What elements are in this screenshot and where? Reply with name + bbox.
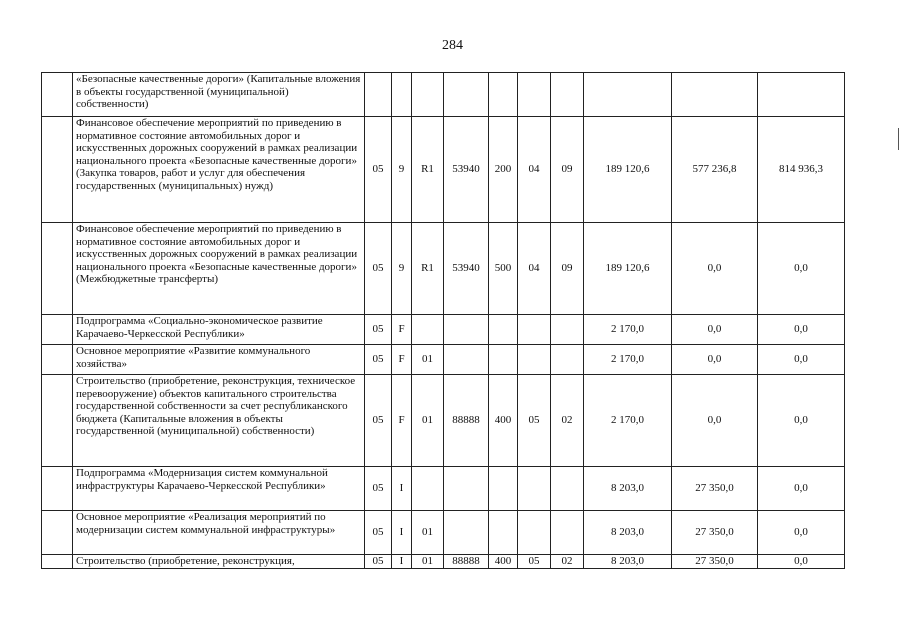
code-program: I (392, 555, 412, 569)
amount-year-2: 27 350,0 (672, 467, 758, 511)
amount-year-1: 2 170,0 (584, 315, 672, 345)
row-name: Основное мероприятие «Реализация мероприятий по модернизации систем коммунальной инфраструктуры» (73, 511, 365, 555)
code-ministry: 05 (365, 555, 392, 569)
code-direction: 88888 (444, 375, 489, 467)
amount-year-2: 0,0 (672, 315, 758, 345)
code-direction: 88888 (444, 555, 489, 569)
code-program (392, 73, 412, 117)
code-direction (444, 511, 489, 555)
code-expense-type (489, 315, 518, 345)
row-name: Финансовое обеспечение мероприятий по приведению в нормативное состояние автомобильных дорог и искусственных дорожных сооружений в рамках реализации национального проекта «Безопасные качественные дороги» (Межбюджетные трансферты) (73, 223, 365, 315)
code-ministry (365, 73, 392, 117)
code-section (518, 73, 551, 117)
code-direction (444, 315, 489, 345)
code-subprogram: 01 (412, 375, 444, 467)
amount-year-1: 189 120,6 (584, 223, 672, 315)
table-row (42, 511, 845, 555)
code-expense-type (489, 467, 518, 511)
code-subsection (551, 315, 584, 345)
code-section: 04 (518, 223, 551, 315)
amount-year-2: 577 236,8 (672, 117, 758, 223)
code-ministry: 05 (365, 117, 392, 223)
amount-year-1 (584, 73, 672, 117)
code-section (518, 315, 551, 345)
code-section: 05 (518, 555, 551, 569)
row-number-cell (42, 375, 73, 467)
code-subprogram (412, 73, 444, 117)
row-name: Строительство (приобретение, реконструкция, (73, 555, 365, 569)
code-subprogram: 01 (412, 555, 444, 569)
code-ministry: 05 (365, 223, 392, 315)
row-number-cell (42, 223, 73, 315)
amount-year-2: 0,0 (672, 345, 758, 375)
table-row (42, 223, 845, 315)
amount-year-1: 8 203,0 (584, 467, 672, 511)
amount-year-3 (758, 73, 845, 117)
code-program: I (392, 467, 412, 511)
margin-mark (898, 128, 899, 150)
amount-year-3: 0,0 (758, 345, 845, 375)
code-subsection (551, 467, 584, 511)
row-number-cell (42, 315, 73, 345)
amount-year-3: 0,0 (758, 467, 845, 511)
code-ministry: 05 (365, 375, 392, 467)
table-row (42, 73, 845, 117)
row-name: Подпрограмма «Модернизация систем коммунальной инфраструктуры Карачаево-Черкесской Республики» (73, 467, 365, 511)
code-subprogram (412, 467, 444, 511)
code-ministry: 05 (365, 467, 392, 511)
row-name: Подпрограмма «Социально-экономическое развитие Карачаево-Черкесской Республики» (73, 315, 365, 345)
table-row (42, 117, 845, 223)
table-row (42, 555, 845, 569)
amount-year-1: 8 203,0 (584, 555, 672, 569)
code-subsection: 02 (551, 555, 584, 569)
code-expense-type (489, 73, 518, 117)
code-subsection: 09 (551, 223, 584, 315)
row-number-cell (42, 345, 73, 375)
code-ministry: 05 (365, 345, 392, 375)
table-body (42, 73, 845, 569)
row-number-cell (42, 555, 73, 569)
code-subprogram: R1 (412, 117, 444, 223)
amount-year-2: 27 350,0 (672, 555, 758, 569)
code-expense-type: 500 (489, 223, 518, 315)
code-program: I (392, 511, 412, 555)
code-direction (444, 345, 489, 375)
table-row (42, 375, 845, 467)
code-subprogram: R1 (412, 223, 444, 315)
row-name: Строительство (приобретение, реконструкция, техническое перевооружение) объектов капитального строительства государственной собственности за счет республиканского бюджета (Капитальные вложения в объекты государственной (муниципальной) собственности) (73, 375, 365, 467)
row-name: «Безопасные качественные дороги» (Капитальные вложения в объекты государственной (муниципальной) собственности) (73, 73, 365, 117)
amount-year-2: 0,0 (672, 223, 758, 315)
amount-year-1: 8 203,0 (584, 511, 672, 555)
code-program: F (392, 315, 412, 345)
code-direction: 53940 (444, 117, 489, 223)
code-program: 9 (392, 117, 412, 223)
code-direction (444, 73, 489, 117)
row-number-cell (42, 511, 73, 555)
code-subprogram: 01 (412, 345, 444, 375)
code-section (518, 511, 551, 555)
amount-year-2: 0,0 (672, 375, 758, 467)
code-subsection (551, 73, 584, 117)
code-subsection: 09 (551, 117, 584, 223)
code-expense-type (489, 511, 518, 555)
budget-table (41, 72, 845, 569)
row-number-cell (42, 467, 73, 511)
code-program: F (392, 375, 412, 467)
amount-year-3: 0,0 (758, 555, 845, 569)
code-program: F (392, 345, 412, 375)
code-section (518, 467, 551, 511)
code-expense-type: 200 (489, 117, 518, 223)
code-program: 9 (392, 223, 412, 315)
code-expense-type (489, 345, 518, 375)
code-ministry: 05 (365, 315, 392, 345)
amount-year-2 (672, 73, 758, 117)
row-number-cell (42, 117, 73, 223)
amount-year-2: 27 350,0 (672, 511, 758, 555)
code-ministry: 05 (365, 511, 392, 555)
page-number: 284 (442, 38, 463, 53)
row-name: Основное мероприятие «Развитие коммунального хозяйства» (73, 345, 365, 375)
code-section: 05 (518, 375, 551, 467)
amount-year-3: 0,0 (758, 511, 845, 555)
amount-year-1: 2 170,0 (584, 345, 672, 375)
table-row (42, 467, 845, 511)
code-subsection: 02 (551, 375, 584, 467)
code-section (518, 345, 551, 375)
code-expense-type: 400 (489, 375, 518, 467)
code-subprogram (412, 315, 444, 345)
code-subsection (551, 345, 584, 375)
amount-year-1: 189 120,6 (584, 117, 672, 223)
code-expense-type: 400 (489, 555, 518, 569)
amount-year-3: 0,0 (758, 223, 845, 315)
code-direction: 53940 (444, 223, 489, 315)
amount-year-1: 2 170,0 (584, 375, 672, 467)
row-name: Финансовое обеспечение мероприятий по приведению в нормативное состояние автомобильных дорог и искусственных дорожных сооружений в рамках реализации национального проекта «Безопасные качественные дороги» (Закупка товаров, работ и услуг для обеспечения государственных (муниципальных) нужд) (73, 117, 365, 223)
code-section: 04 (518, 117, 551, 223)
amount-year-3: 0,0 (758, 375, 845, 467)
row-number-cell (42, 73, 73, 117)
code-direction (444, 467, 489, 511)
amount-year-3: 0,0 (758, 315, 845, 345)
code-subsection (551, 511, 584, 555)
table-row (42, 345, 845, 375)
amount-year-3: 814 936,3 (758, 117, 845, 223)
table-row (42, 315, 845, 345)
code-subprogram: 01 (412, 511, 444, 555)
